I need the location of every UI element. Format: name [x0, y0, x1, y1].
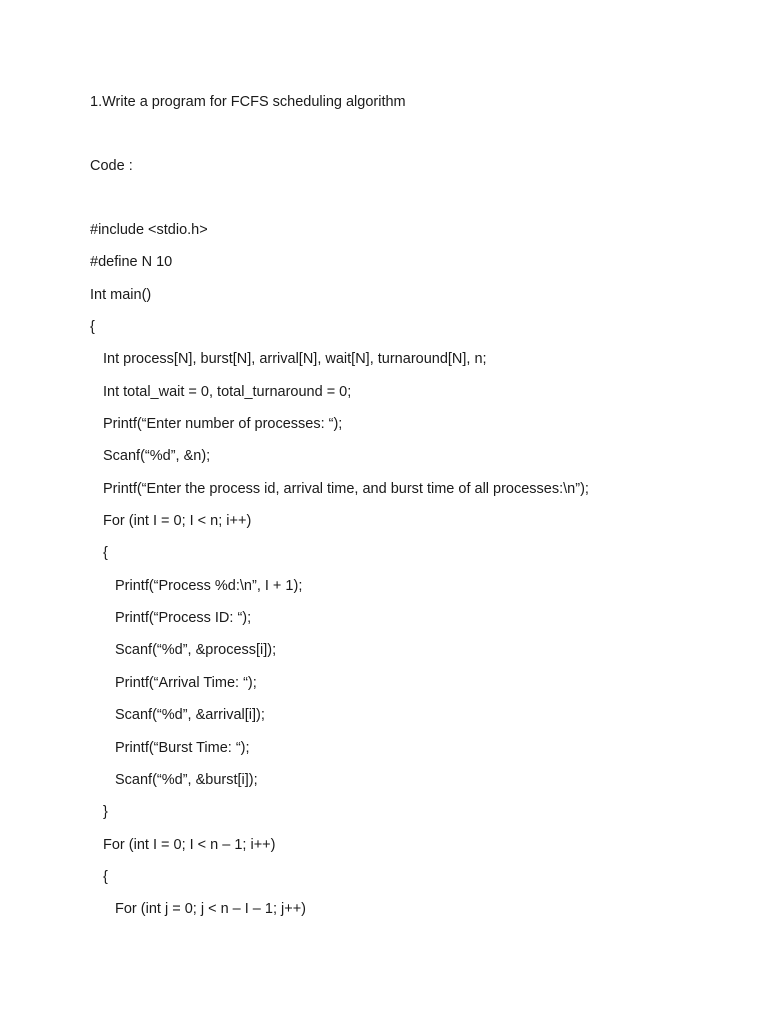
code-line: {	[103, 545, 108, 562]
code-line: Printf(“Process %d:\n”, I + 1);	[115, 577, 303, 594]
code-line: Printf(“Enter number of processes: “);	[103, 416, 343, 433]
code-line: {	[103, 868, 108, 885]
code-block	[90, 220, 589, 932]
code-line: #define N 10	[90, 254, 173, 271]
code-line: Scanf(“%d”, &arrival[i]);	[115, 707, 265, 724]
code-line: For (int I = 0; I < n – 1; i++)	[103, 836, 276, 853]
code-line: Printf(“Arrival Time: “);	[115, 674, 257, 691]
code-line: {	[90, 319, 95, 336]
code-line: Scanf(“%d”, &process[i]);	[115, 642, 277, 659]
code-line: Scanf(“%d”, &burst[i]);	[115, 771, 258, 788]
code-line: Scanf(“%d”, &n);	[103, 448, 211, 465]
code-line: Int main()	[90, 286, 152, 303]
code-line: Printf(“Process ID: “);	[115, 610, 252, 627]
code-line: For (int I = 0; I < n; i++)	[103, 513, 252, 530]
code-line: }	[103, 804, 108, 821]
code-line: Int total_wait = 0, total_turnaround = 0;	[103, 383, 352, 400]
code-label: Code :	[90, 158, 133, 174]
code-line: Printf(“Enter the process id, arrival time, and burst time of all processes:\n”);	[103, 480, 589, 497]
page-title: 1.Write a program for FCFS scheduling algorithm	[90, 94, 406, 110]
code-line: #include <stdio.h>	[90, 222, 208, 238]
code-line: Int process[N], burst[N], arrival[N], wait[N], turnaround[N], n;	[103, 351, 487, 368]
code-line: For (int j = 0; j < n – I – 1; j++)	[115, 901, 307, 918]
code-line: Printf(“Burst Time: “);	[115, 739, 250, 756]
